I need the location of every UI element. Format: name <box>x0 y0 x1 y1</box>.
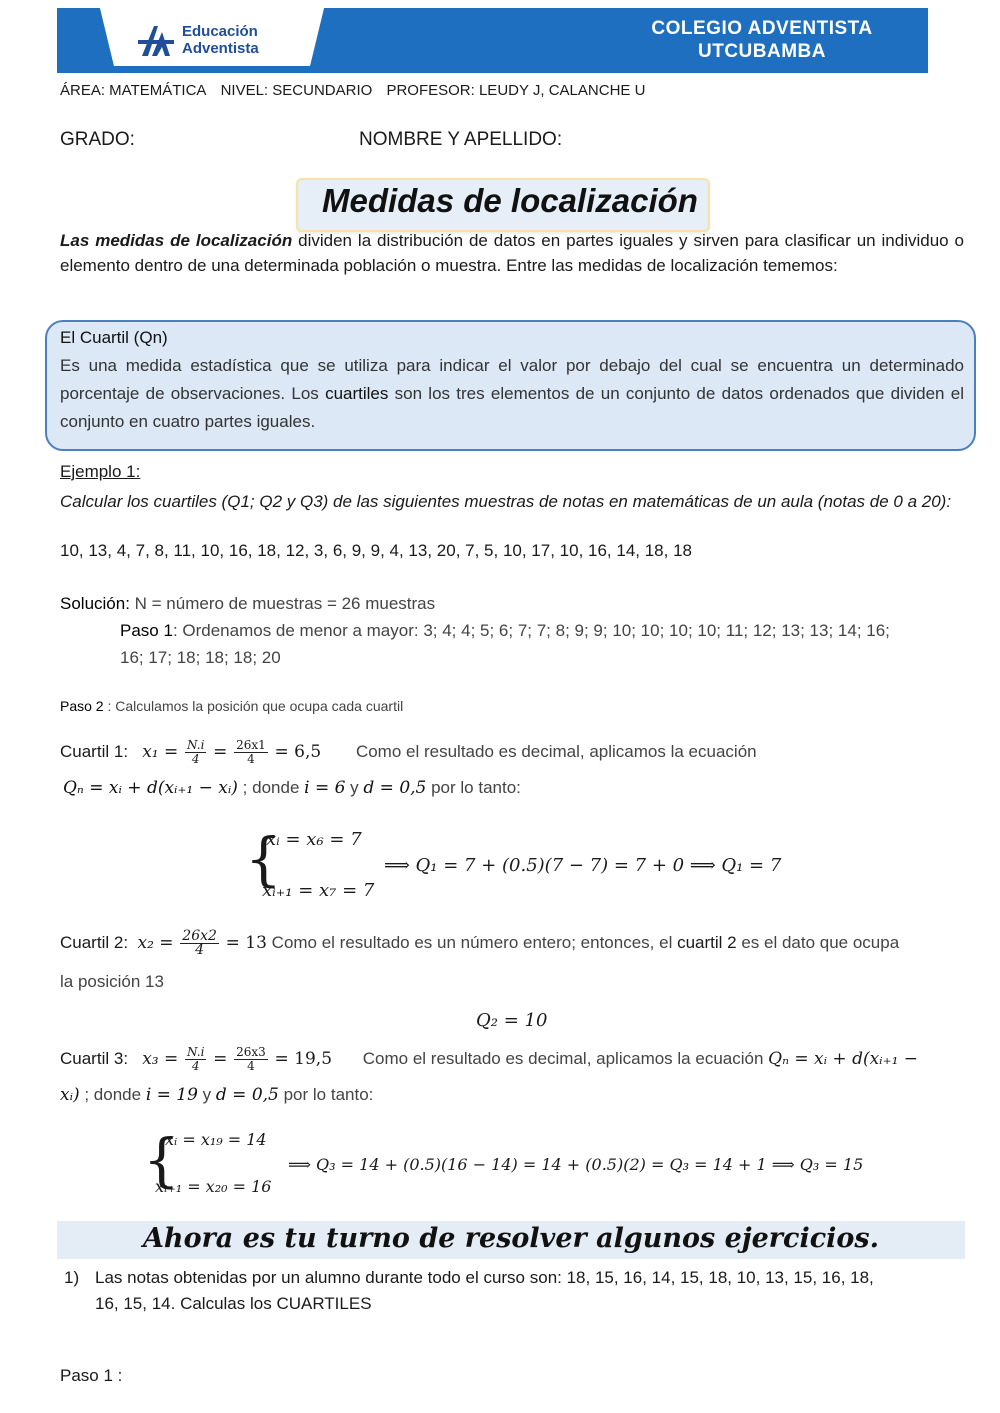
paso1-label: Paso 1 <box>120 621 173 640</box>
q3-fraction-2 <box>234 1046 268 1073</box>
q1-donde: ; donde <box>237 778 305 797</box>
q1-comment: Como el resultado es decimal, aplicamos la ecuación <box>355 741 757 761</box>
q1-lhs: x₁ = <box>142 741 179 762</box>
q3-f1-den: 4 <box>191 1059 200 1073</box>
q3-line <box>60 1046 918 1073</box>
q2-keyword: cuartil 2 <box>677 932 737 952</box>
q2-comment1: Como el resultado es un número entero; entonces, el <box>266 932 678 952</box>
q2-line <box>60 930 899 957</box>
cuartil-definition-text2: son los tres elementos de un conjunto de datos ordenados que dividen el conjunto en cuatro partes iguales. <box>60 384 964 431</box>
school-name-line1: COLEGIO ADVENTISTA <box>651 18 873 39</box>
q2-f-den: 4 <box>195 942 205 958</box>
q3-d-value: d = 0,5 <box>215 1085 279 1105</box>
paso1-answer-label: Paso 1 : <box>60 1366 123 1385</box>
q3-por-tanto: por lo tanto: <box>278 1085 374 1104</box>
q3-f1-num: N.i <box>187 1045 205 1059</box>
school-name-line2: UTCUBAMBA <box>698 41 826 62</box>
q1-colon: : <box>123 741 129 761</box>
grado-field-label: GRADO: <box>60 129 135 150</box>
q1-formula-line <box>63 778 521 798</box>
q3-system-row1: xᵢ = x₁₉ = 14 <box>165 1130 267 1149</box>
exercise-1-text: Las notas obtenidas por un alumno durante todo el curso son: 18, 15, 16, 14, 15, 18, 10, 13, 15, 16, 18, <box>95 1268 874 1287</box>
q1-fraction-1 <box>185 739 206 766</box>
q1-line <box>60 739 757 766</box>
q2-final-result: Q₂ = 10 <box>476 1010 548 1031</box>
q1-label: Cuartil 1 <box>60 741 124 761</box>
q1-eq: = <box>213 741 228 762</box>
exercise-banner-text: Ahora es tu turno de resolver algunos ejercicios. <box>142 1223 880 1254</box>
q1-formula: Qₙ = xᵢ + d(xᵢ₊₁ − xᵢ) <box>63 778 238 798</box>
course-meta <box>60 82 655 99</box>
paso1-text: : Ordenamos de menor a mayor: 3; 4; 4; 5; 6; 7; 7; 8; 9; 9; 10; 10; 10; 10; 11; 12; 13; 13; 14; 16; <box>172 621 890 640</box>
q1-f2-num: 26x1 <box>236 738 266 752</box>
q1-i-value: i = 6 <box>304 778 346 798</box>
intro-text: dividen la distribución de datos en partes iguales y sirven para clasificar un individuo o elemento dentro de una determinada población o muestra. Entre las medidas de localización tememos: <box>60 231 964 275</box>
q2-result: = 13 <box>225 932 267 953</box>
paso1-line <box>120 621 890 641</box>
q2-f-num: 26x2 <box>182 928 217 944</box>
q3-formula-b: xᵢ) <box>60 1085 80 1105</box>
paso2-text: : Calculamos la posición que ocupa cada cuartil <box>103 698 404 714</box>
solution-line <box>60 594 435 614</box>
q3-colon: : <box>123 1048 129 1068</box>
q1-f2-den: 4 <box>247 752 255 766</box>
q3-label: Cuartil 3 <box>60 1048 124 1068</box>
cuartil-heading: El Cuartil (Qn) <box>60 328 168 347</box>
q3-comment: Como el resultado es decimal, aplicamos la ecuación <box>362 1048 769 1068</box>
page-title: Medidas de localización <box>322 182 698 219</box>
q3-formula-line <box>60 1085 373 1105</box>
paso2-line <box>60 698 403 714</box>
area-label: ÁREA: MATEMÁTICA <box>60 82 207 99</box>
solution-n-text: N = número de muestras = 26 muestras <box>129 594 436 613</box>
q3-f2-num: 26x3 <box>236 1045 266 1059</box>
example-statement: Calcular los cuartiles (Q1; Q2 y Q3) de las siguientes muestras de notas en matemáticas de un aula (notas de 0 a 20): <box>60 492 952 511</box>
q1-system-row2: xᵢ₊₁ = x₇ = 7 <box>262 880 375 901</box>
paso2-label: Paso 2 <box>60 698 104 714</box>
q3-y: y <box>197 1085 216 1104</box>
paso1-text-continued: 16; 17; 18; 18; 18; 20 <box>120 648 281 667</box>
exercise-1-number: 1) <box>64 1268 80 1287</box>
q1-system-row1: xᵢ = x₆ = 7 <box>266 829 362 850</box>
educacion-adventista-logo-icon <box>138 22 174 56</box>
q2-comment3: la posición 13 <box>60 972 164 991</box>
q3-formula-a: Qₙ = xᵢ + d(xᵢ₊₁ − <box>768 1048 919 1069</box>
nivel-label: NIVEL: SECUNDARIO <box>220 82 373 99</box>
profesor-label: PROFESOR: LEUDY J, CALANCHE U <box>386 82 646 99</box>
q1-system-brace: { <box>245 825 282 893</box>
q3-lhs: x₃ = <box>142 1048 179 1069</box>
logo-text-line2: Adventista <box>182 40 259 57</box>
q3-f2-den: 4 <box>247 1059 255 1073</box>
q2-lhs: x₂ = <box>137 932 174 953</box>
nombre-field-label: NOMBRE Y APELLIDO: <box>359 129 563 150</box>
q1-fraction-2 <box>234 739 268 766</box>
q1-system-result: ⟹ Q₁ = 7 + (0.5)(7 − 7) = 7 + 0 ⟹ Q₁ = 7 <box>384 855 782 876</box>
q3-fraction-1 <box>185 1046 206 1073</box>
q1-f1-num: N.i <box>187 738 205 752</box>
exercise-1-text-continued: 16, 15, 14. Calculas los CUARTILES <box>95 1294 372 1313</box>
solution-label: Solución: <box>60 594 130 613</box>
q1-d-value: d = 0,5 <box>363 778 427 798</box>
example-heading: Ejemplo 1: <box>60 462 141 481</box>
logo-text-line1: Educación <box>182 23 258 40</box>
cuartil-definition <box>60 352 964 436</box>
q3-system-row2: xᵢ₊₁ = x₂₀ = 16 <box>155 1177 272 1196</box>
example-data: 10, 13, 4, 7, 8, 11, 10, 16, 18, 12, 3, 6, 9, 9, 4, 13, 20, 7, 5, 10, 17, 10, 16, 14, 18, 18 <box>60 541 692 560</box>
q1-y: y <box>345 778 364 797</box>
intro-paragraph <box>60 228 964 278</box>
q1-por-tanto: por lo tanto: <box>426 778 521 797</box>
q3-result: = 19,5 <box>274 1048 333 1069</box>
q2-label: Cuartil 2 <box>60 932 124 952</box>
q3-system-brace: { <box>143 1126 180 1194</box>
q1-result: = 6,5 <box>274 741 322 762</box>
cuartil-keyword: cuartiles <box>325 384 389 403</box>
q3-i-value: i = 19 <box>145 1085 198 1105</box>
q3-system-result: ⟹ Q₃ = 14 + (0.5)(16 − 14) = 14 + (0.5)(2) = Q₃ = 14 + 1 ⟹ Q₃ = 15 <box>288 1155 864 1174</box>
q2-comment2: es el dato que ocupa <box>736 932 900 952</box>
q3-eq: = <box>213 1048 228 1069</box>
q2-colon: : <box>123 932 129 952</box>
intro-bold-term: Las medidas de localización <box>60 231 293 250</box>
q3-donde: ; donde <box>79 1085 146 1104</box>
cuartil-definition-text1: Es una medida estadística que se utiliza para indicar el valor por debajo del cual se encuentra un determinado porcentaje de observaciones. Los <box>60 356 964 403</box>
q1-f1-den: 4 <box>191 752 200 766</box>
q2-fraction <box>180 930 219 957</box>
